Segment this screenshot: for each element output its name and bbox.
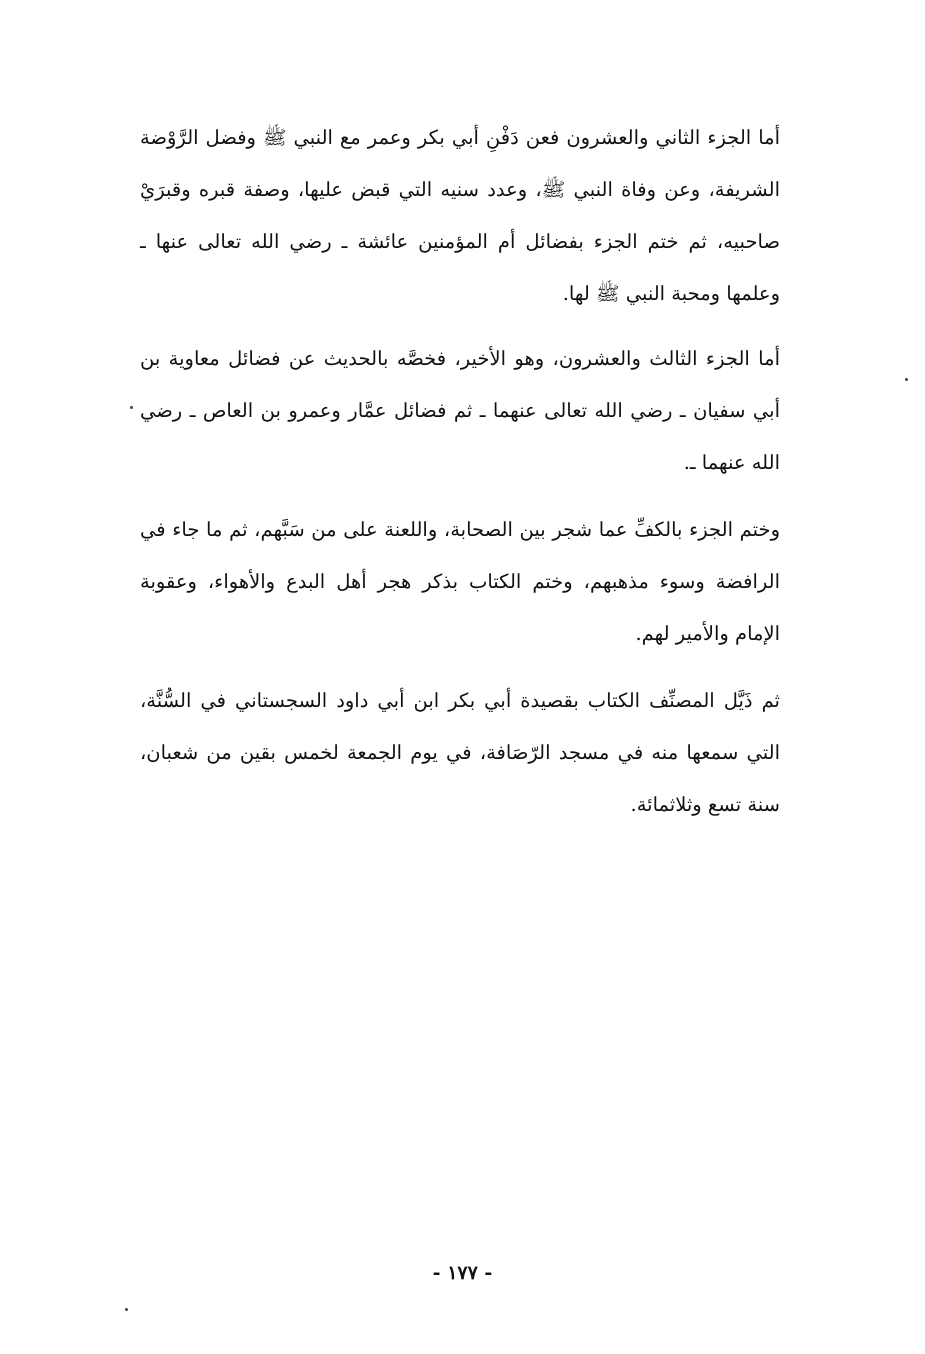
page-number: - ١٧٧ - bbox=[432, 1262, 493, 1284]
paragraph-text: أما الجزء الثاني والعشرون فعن دَفْنِ أبي بكر وعمر مع النبي ﷺ وفضل الرَّوْضة الشريفة، وعن وفاة النبي ﷺ، وعدد سنيه التي قبض عليها، وصفة قبره وقبرَيْ صاحبيه، ثم ختم الجزء بفضائل أم المؤمنين عائشة ـ رضي الله تعالى عنها ـ وعلمها ومحبة النبي ﷺ لها. bbox=[140, 126, 781, 305]
paragraph-4 bbox=[140, 675, 780, 831]
paragraph-text: ثم ذَيَّل المصنِّف الكتاب بقصيدة أبي بكر ابن أبي داود السجستاني في السُّنَّة، التي سمعها منه في مسجد الرّصَافة، في يوم الجمعة لخمس بقين من شعبان، سنة تسع وثلاثمائة. bbox=[140, 689, 780, 816]
paragraph-text: أما الجزء الثالث والعشرون، وهو الأخير، فخصَّه بالحديث عن فضائل معاوية بن أبي سفيان ـ رضي الله تعالى عنهما ـ ثم فضائل عمَّار وعمرو بن العاص ـ رضي الله عنهما ـ. bbox=[140, 347, 780, 474]
paragraph-text: وختم الجزء بالكفِّ عما شجر بين الصحابة، واللعنة على من سَبَّهم، ثم ما جاء في الرافضة وسوء مذهبهم، وختم الكتاب بذكر هجر أهل البدع والأهواء، وعقوبة الإمام والأمير لهم. bbox=[140, 518, 780, 645]
paragraph-3 bbox=[140, 504, 780, 660]
paragraph-2 bbox=[140, 333, 780, 489]
scan-speck bbox=[905, 378, 908, 381]
scan-speck bbox=[130, 406, 133, 409]
scan-speck bbox=[125, 1308, 128, 1311]
paragraph-1 bbox=[140, 112, 780, 320]
